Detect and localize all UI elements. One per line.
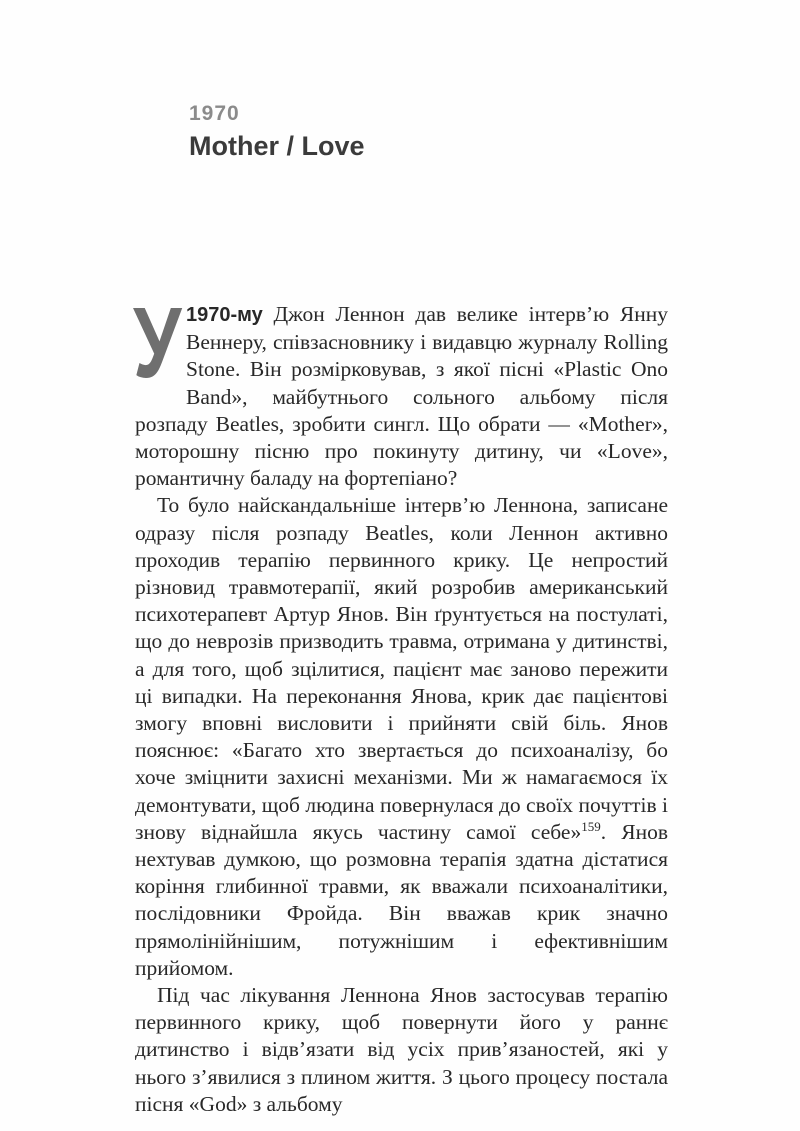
chapter-title: Mother / Love [189,131,365,161]
lead-in-bold: 1970-му [186,304,263,326]
chapter-header [189,103,365,162]
paragraph-3-text: Під час лікування Леннона Янов застосував терапію первинного крику, щоб повернути його у раннє дитинство і відв’язати від усіх прив’язаностей, які у нього з’явилися з плином життя. З цього процесу постала пісня «God» з альбому [135,983,668,1116]
paragraph-2 [135,492,668,982]
drop-cap: У [133,287,182,399]
paragraph-2-text-before-note: То було найскандальніше інтерв’ю Леннона, записане одразу після розпаду Beatles, коли Леннон активно проходив терапію первинного крику. Це непростий різновид травмотерапії, який розробив американський психотерапевт Артур Янов. Він ґрунтується на постулаті, що до неврозів призводить травма, отримана у дитинстві, а для того, щоб зцілитися, пацієнт має заново пережити ці випадки. На переконання Янова, крик дає пацієнтові змогу вповні висловити і прийняти свій біль. Янов пояснює: «Багато хто звертається до психоаналізу, бо хоче зміцнити захисні механізми. Ми ж намагаємося їх демонтувати, щоб людина повернулася до своїх почуттів і знову віднайшла якусь частину самої себе» [135,493,668,844]
page-text [133,287,668,1118]
paragraph-2-text-after-note: . Янов нехтував думкою, що розмовна терапія здатна дістатися коріння глибинної травми, як вважали психоаналітики, послідовники Фройда. Він вважав крик значно прямолінійнішим, потужнішим і ефективнішим прийомом. [135,819,668,980]
paragraph-1-text: Джон Леннон дав велике інтерв’ю Янну Веннеру, співзасновнику і видавцю журналу Rolling Stone. Він розмірковував, з якої пісні «Plastic Ono Band», майбутнього сольного альбому після розпаду Beatles, зробити сингл. Що обрати — «Mother», моторошну пісню про покинуту дитину, чи «Love», романтичну баладу на фортепіано? [135,302,668,491]
paragraph-3 [135,982,668,1118]
chapter-year: 1970 [189,102,240,125]
footnote-reference: 159 [581,818,601,834]
paragraph-1 [133,287,668,492]
